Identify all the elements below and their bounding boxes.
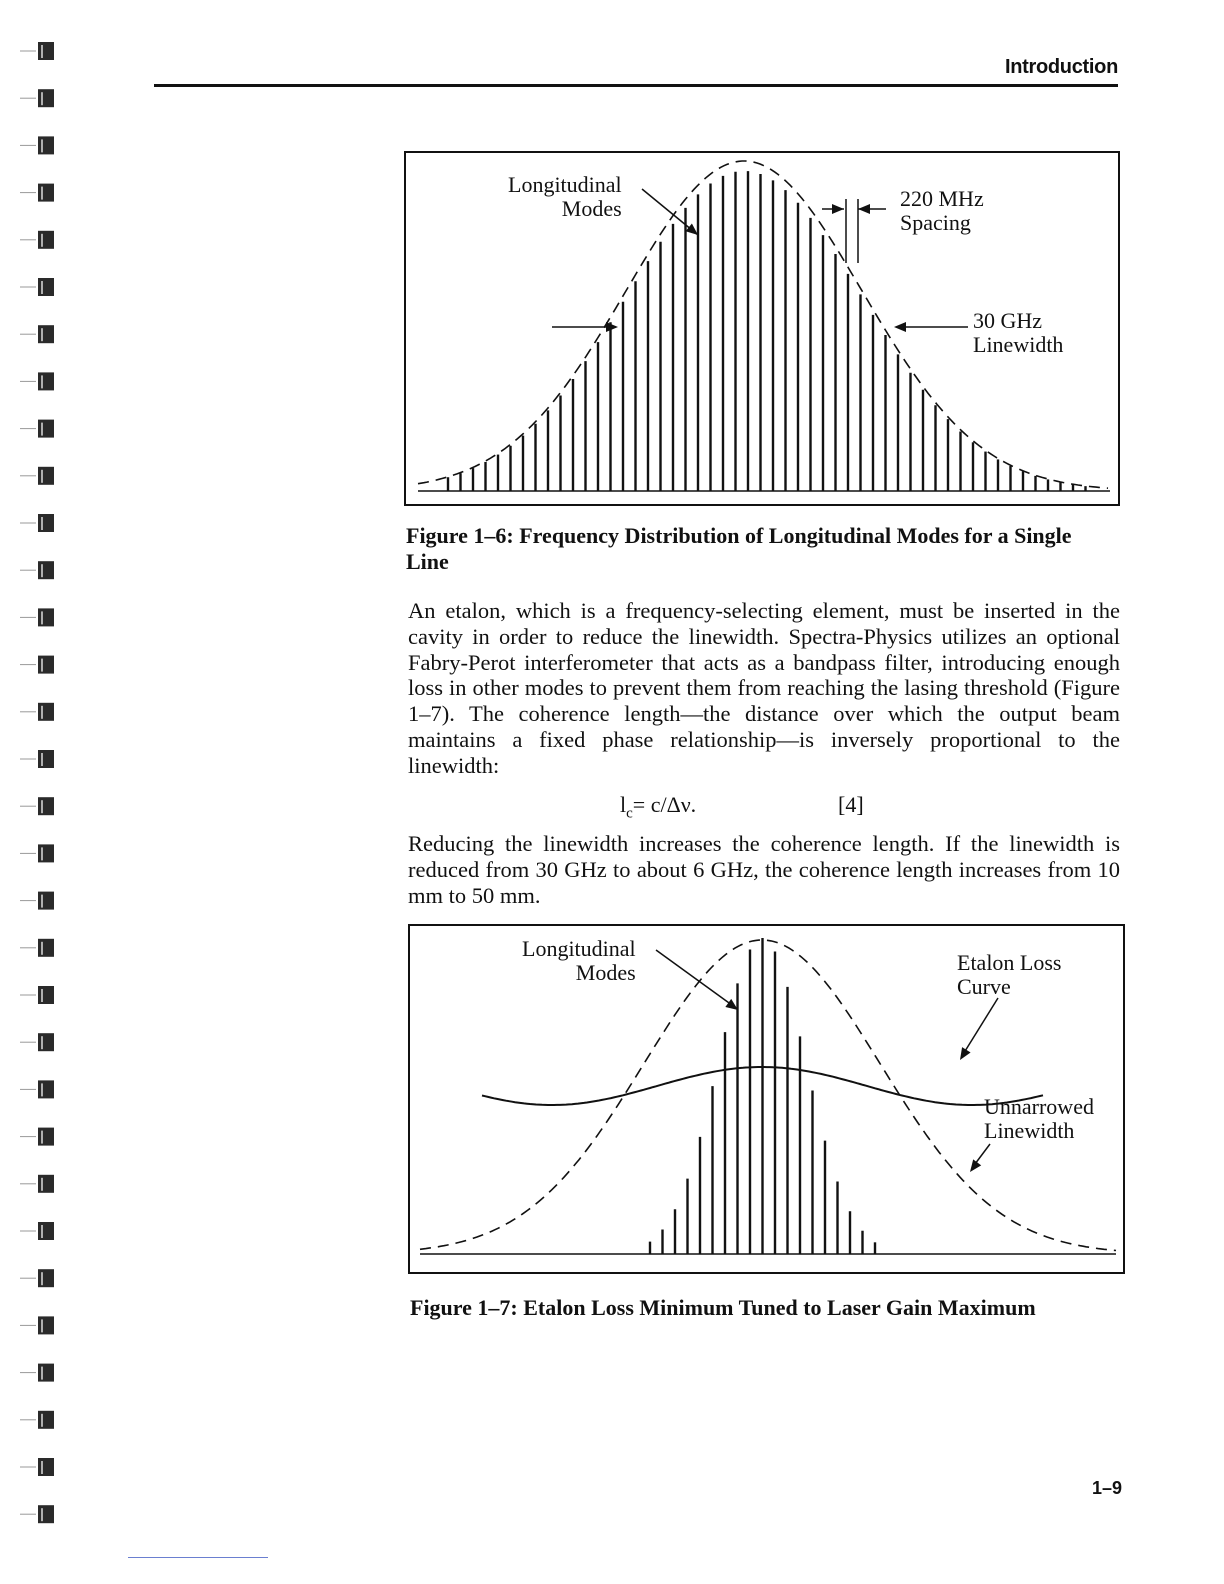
binding-hole bbox=[38, 1316, 54, 1334]
figure-1-6 bbox=[404, 151, 1120, 506]
binding-hole bbox=[38, 467, 54, 485]
spacing-arrowhead-right bbox=[858, 204, 870, 214]
binding-hole bbox=[38, 89, 54, 107]
binding-hole bbox=[38, 1411, 54, 1429]
binding-hole bbox=[38, 1505, 54, 1523]
binding-hole bbox=[38, 184, 54, 202]
binding-hole bbox=[38, 608, 54, 626]
binding-hole bbox=[38, 1269, 54, 1287]
label-30ghz-linewidth: 30 GHz Linewidth bbox=[973, 308, 1064, 357]
binding-hole bbox=[38, 42, 54, 60]
binding-hole bbox=[38, 561, 54, 579]
binding-hole bbox=[38, 325, 54, 343]
equation-subscript: c bbox=[626, 805, 633, 822]
binding-hole bbox=[38, 703, 54, 721]
modes-arrowhead bbox=[686, 224, 698, 235]
binding-hole bbox=[38, 420, 54, 438]
equation-number: [4] bbox=[838, 792, 864, 817]
etalon-leader bbox=[962, 998, 998, 1056]
binding-hole bbox=[38, 514, 54, 532]
binding-hole bbox=[38, 844, 54, 862]
binding-hole bbox=[38, 656, 54, 674]
linewidth-arrowhead-right bbox=[894, 322, 906, 332]
binding-hole bbox=[38, 1175, 54, 1193]
unnarrowed-arrowhead bbox=[970, 1159, 981, 1172]
etalon-arrowhead bbox=[960, 1047, 971, 1060]
modes-arrowhead bbox=[725, 999, 738, 1010]
binding-hole bbox=[38, 1458, 54, 1476]
binding-hole bbox=[38, 797, 54, 815]
binding-hole bbox=[38, 372, 54, 390]
binding-hole bbox=[38, 1033, 54, 1051]
binding-hole bbox=[38, 986, 54, 1004]
binding-hole bbox=[38, 1128, 54, 1146]
equation-4 bbox=[620, 792, 696, 822]
page-number: 1–9 bbox=[1091, 1478, 1122, 1498]
equation-lhs: l bbox=[620, 792, 627, 817]
figure-1-6-caption: Figure 1–6: Frequency Distribution of Longitudinal Modes for a Single Line bbox=[406, 523, 1072, 574]
paragraph-text: An etalon, which is a frequency-selecting element, must be inserted in the cavity in order to reduce the linewidth. Spectra-Physics utilizes an optional Fabry-Perot interferometer that acts as a bandpass filter, introducing enough loss in other modes to prevent them from reaching the lasing threshold (Figure 1–7). The coherence length—the distance over which the output beam maintains a fixed phase relationship—is inversely proportional to the linewidth: bbox=[408, 598, 1120, 778]
figure-1-7 bbox=[408, 924, 1125, 1274]
footer-rule bbox=[128, 1557, 268, 1558]
binding-hole bbox=[38, 231, 54, 249]
body-paragraph-2 bbox=[408, 831, 1120, 908]
binding-hole bbox=[38, 136, 54, 154]
label-longitudinal-modes: Longitudinal Modes bbox=[508, 172, 622, 221]
spiral-binding bbox=[14, 30, 64, 1540]
binding-hole bbox=[38, 1364, 54, 1382]
paragraph-text: Reducing the linewidth increases the coherence length. If the linewidth is reduced from 30 GHz to about 6 GHz, the coherence length increases from 10 mm to 50 mm. bbox=[408, 831, 1120, 908]
body-paragraph-1 bbox=[408, 598, 1120, 779]
label-etalon-loss-curve: Etalon Loss Curve bbox=[957, 950, 1062, 999]
binding-hole bbox=[38, 750, 54, 768]
header-rule bbox=[154, 84, 1118, 87]
binding-hole bbox=[38, 1222, 54, 1240]
linewidth-arrowhead-left bbox=[606, 322, 618, 332]
binding-hole bbox=[38, 278, 54, 296]
spacing-arrowhead-left bbox=[832, 204, 844, 214]
label-unnarrowed-linewidth: Unnarrowed Linewidth bbox=[984, 1094, 1094, 1143]
label-longitudinal-modes: Longitudinal Modes bbox=[522, 936, 636, 985]
section-title: Introduction bbox=[1004, 56, 1118, 78]
modes-leader bbox=[656, 950, 736, 1008]
label-220mhz-spacing: 220 MHz Spacing bbox=[900, 186, 984, 235]
binding-hole bbox=[38, 939, 54, 957]
binding-hole bbox=[38, 1080, 54, 1098]
binding-hole bbox=[38, 892, 54, 910]
figure-1-7-caption: Figure 1–7: Etalon Loss Minimum Tuned to Laser Gain Maximum bbox=[410, 1295, 1036, 1320]
equation-rhs: = c/Δν. bbox=[632, 792, 697, 817]
